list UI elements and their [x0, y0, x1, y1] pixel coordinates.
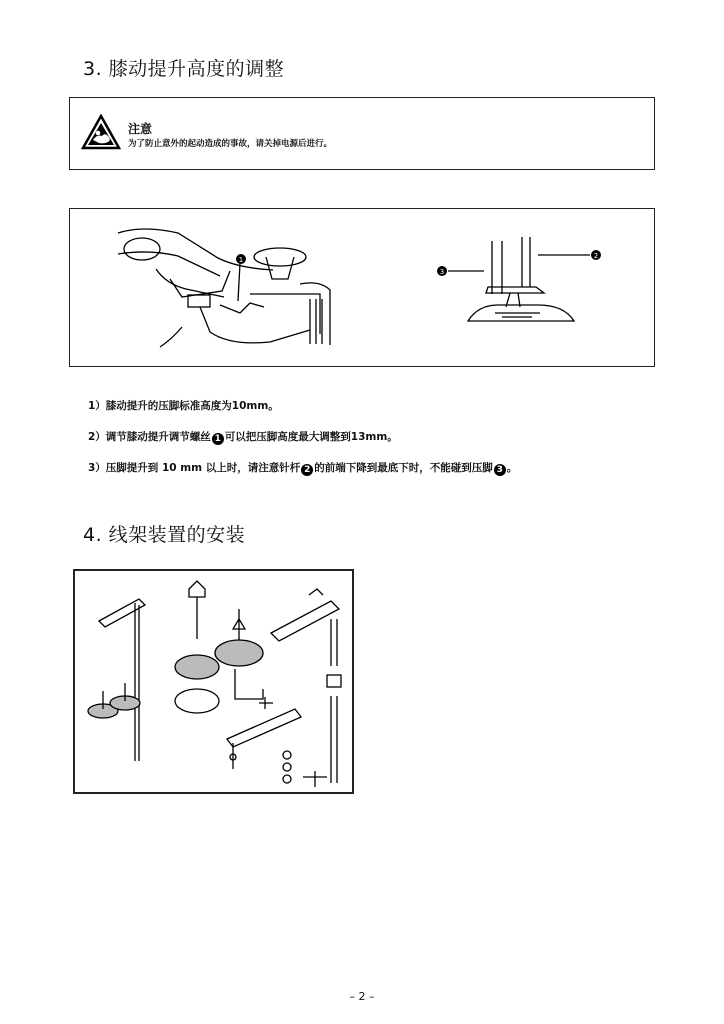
caution-box: [69, 97, 655, 170]
step-3: 3）压脚提升到 10 mm 以上时，请注意针杆 2 的前端下降到最底下时，不能碰到压脚 3 。: [88, 462, 518, 475]
figure-callout-1: 1: [238, 256, 244, 264]
adjustment-steps: [88, 398, 517, 491]
thread-stand-figure: [73, 569, 354, 794]
step-1: 1）膝动提升的压脚标准高度为10mm。: [88, 400, 279, 412]
marker-3-icon: 3: [494, 464, 506, 476]
figure-callout-2: 2: [593, 252, 599, 260]
figure-callout-3: 3: [439, 268, 445, 276]
page-number: – 2 –: [349, 990, 375, 1003]
step-2: 2）调节膝动提升调节螺丝 1 可以把压脚高度最大调整到13mm。: [88, 431, 398, 444]
marker-1-icon: 1: [212, 433, 224, 445]
presser-foot-illustration: [448, 237, 590, 321]
marker-2-icon: 2: [301, 464, 313, 476]
hand-pinch-warning-icon: [81, 114, 121, 150]
section-3-heading: 3. 膝动提升高度的调整: [83, 58, 285, 80]
caution-title: 注意: [128, 122, 153, 136]
section-4-heading: 4. 线架装置的安装: [83, 524, 246, 546]
thread-stand-exploded-illustration: [88, 581, 341, 787]
caution-text: 为了防止意外的起动造成的事故，请关掉电源后进行。: [128, 139, 333, 149]
knee-lift-figure: [69, 208, 655, 367]
knee-lift-mechanism-illustration: [118, 229, 330, 347]
